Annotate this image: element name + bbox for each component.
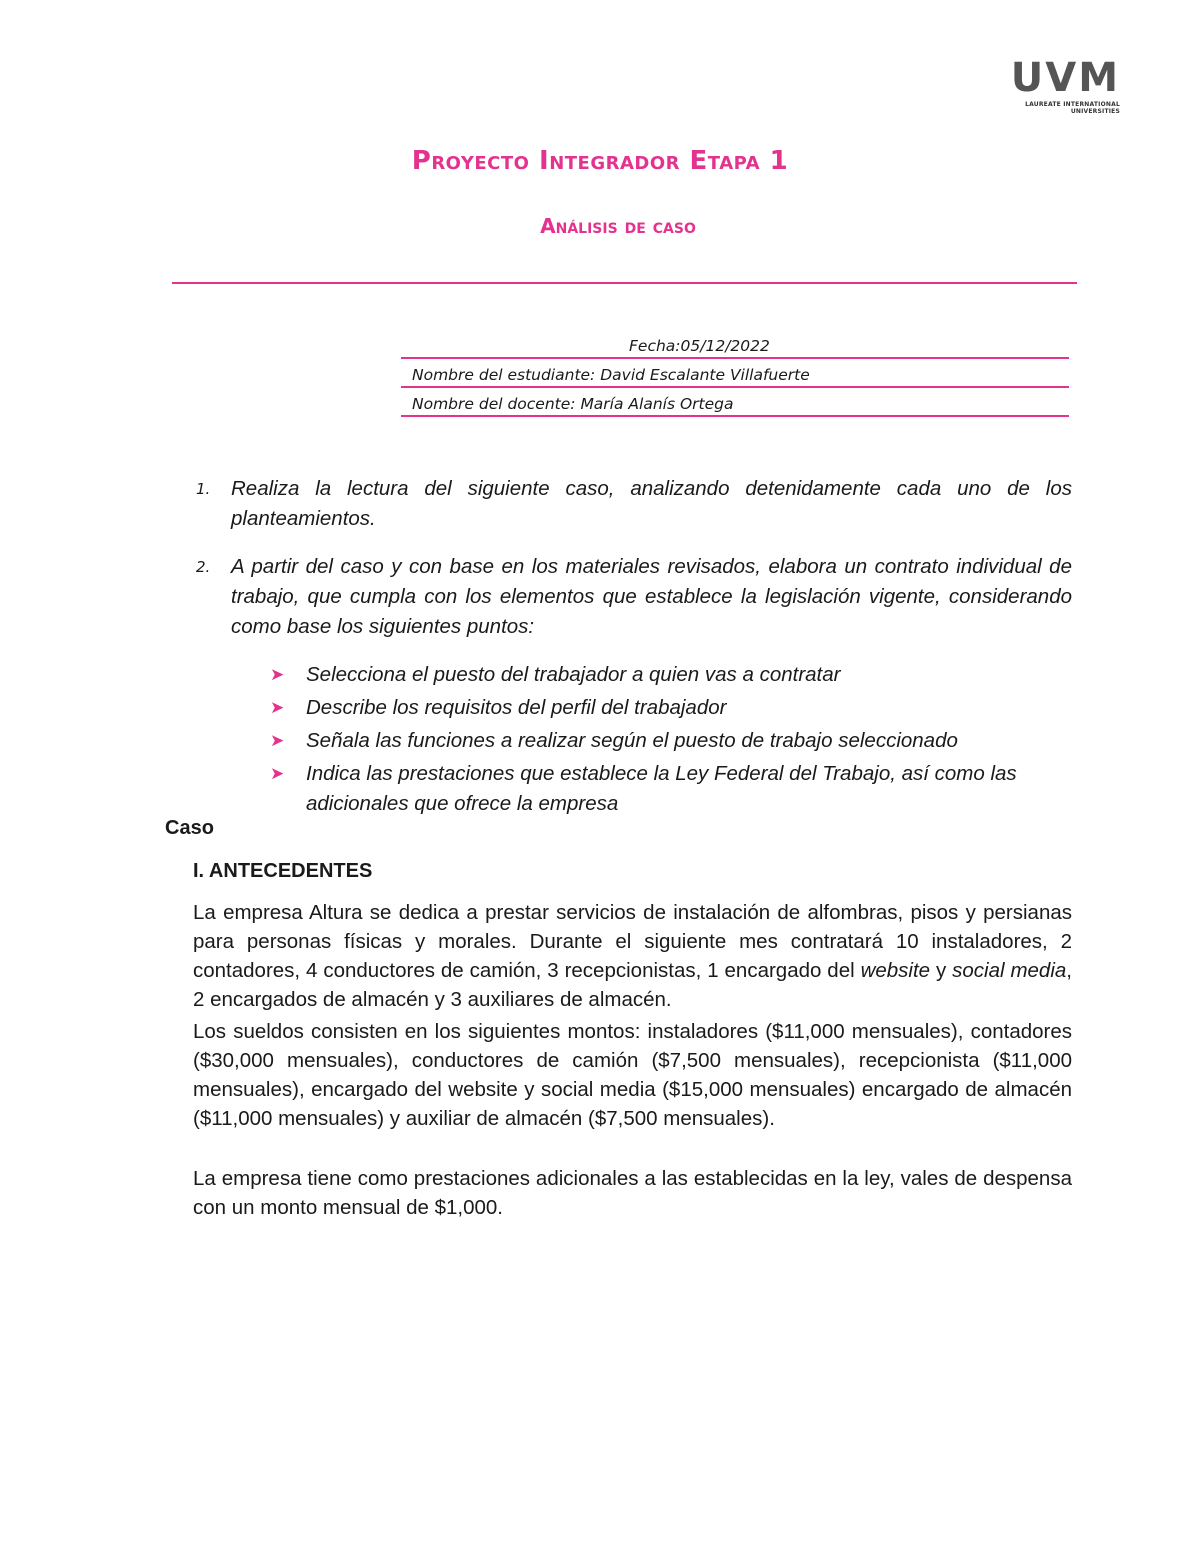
case-paragraph-1 [193,898,1072,1014]
arrow-bullet-icon: ➤ [270,731,285,750]
list-item [270,660,1075,690]
instruction-number: 2. [196,558,211,576]
fecha-value: 05/12/2022 [680,337,770,355]
teacher-row [401,393,1069,417]
list-item [270,693,1075,723]
logo-subtext: LAUREATE INTERNATIONAL UNIVERSITIES [1025,101,1120,115]
paragraph-text: , 2 encargados de almacén y 3 auxiliares de almacén. [193,959,1072,1011]
italic-term: social media [952,959,1067,982]
instruction-text: Realiza la lectura del siguiente caso, analizando detenidamente cada uno de los planteamientos. [231,477,1072,530]
list-item [270,759,1075,819]
instruction-text: A partir del caso y con base en los materiales revisados, elabora un contrato individual de trabajo, que cumpla con los elementos que establece la legislación vigente, considerando como base los siguientes puntos: [231,555,1072,638]
instruction-number: 1. [196,480,211,498]
list-item-text: Selecciona el puesto del trabajador a quien vas a contratar [306,663,841,686]
logo-text: UVM [1010,55,1120,101]
paragraph-text: La empresa Altura se dedica a prestar servicios de instalación de alfombras, pisos y persianas para personas físicas y morales. Durante el siguiente mes contratará 10 instaladores, 2 contadores, 4 conductores de camión, 3 recepcionistas, 1 encargado del [193,901,1072,982]
list-item [270,726,1075,756]
case-paragraph-3: La empresa tiene como prestaciones adicionales a las establecidas en la ley, vales de despensa con un monto mensual de $1,000. [193,1167,1072,1219]
paragraph-text: y [930,959,953,982]
caso-heading: Caso [165,817,214,839]
section-heading: I. ANTECEDENTES [193,860,373,882]
list-item-text: Describe los requisitos del perfil del trabajador [306,696,727,719]
student-row [401,364,1069,388]
points-list [270,660,1075,822]
arrow-bullet-icon: ➤ [270,764,285,783]
list-item-text: Indica las prestaciones que establece la Ley Federal del Trabajo, así como las adicionales que ofrece la empresa [306,762,1017,815]
document-title: Proyecto Integrador Etapa 1 [411,146,789,176]
title-divider [172,282,1077,284]
instruction-item [196,474,1072,534]
arrow-bullet-icon: ➤ [270,698,285,717]
uvm-logo [996,55,1120,115]
italic-term: website [860,959,931,982]
student-label: Nombre del estudiante: [412,366,596,384]
student-name: David Escalante Villafuerte [600,366,810,384]
fecha-label: Fecha: [629,337,681,355]
arrow-bullet-icon: ➤ [270,665,285,684]
case-paragraph-2: Los sueldos consisten en los siguientes montos: instaladores ($11,000 mensuales), contadores ($30,000 mensuales), conductores de camión ($7,500 mensuales), recepcionista ($11,000 mensuales), encargado del website y social media ($15,000 mensuales) encargado de almacén ($11,000 mensuales) y auxiliar de almacén ($7,500 mensuales). [193,1020,1072,1130]
instruction-item [196,552,1072,642]
teacher-label: Nombre del docente: [412,395,576,413]
teacher-name: María Alanís Ortega [580,395,734,413]
document-subtitle: Análisis de caso [540,214,696,238]
fecha-row [401,335,1069,359]
list-item-text: Señala las funciones a realizar según el puesto de trabajo seleccionado [306,729,958,752]
